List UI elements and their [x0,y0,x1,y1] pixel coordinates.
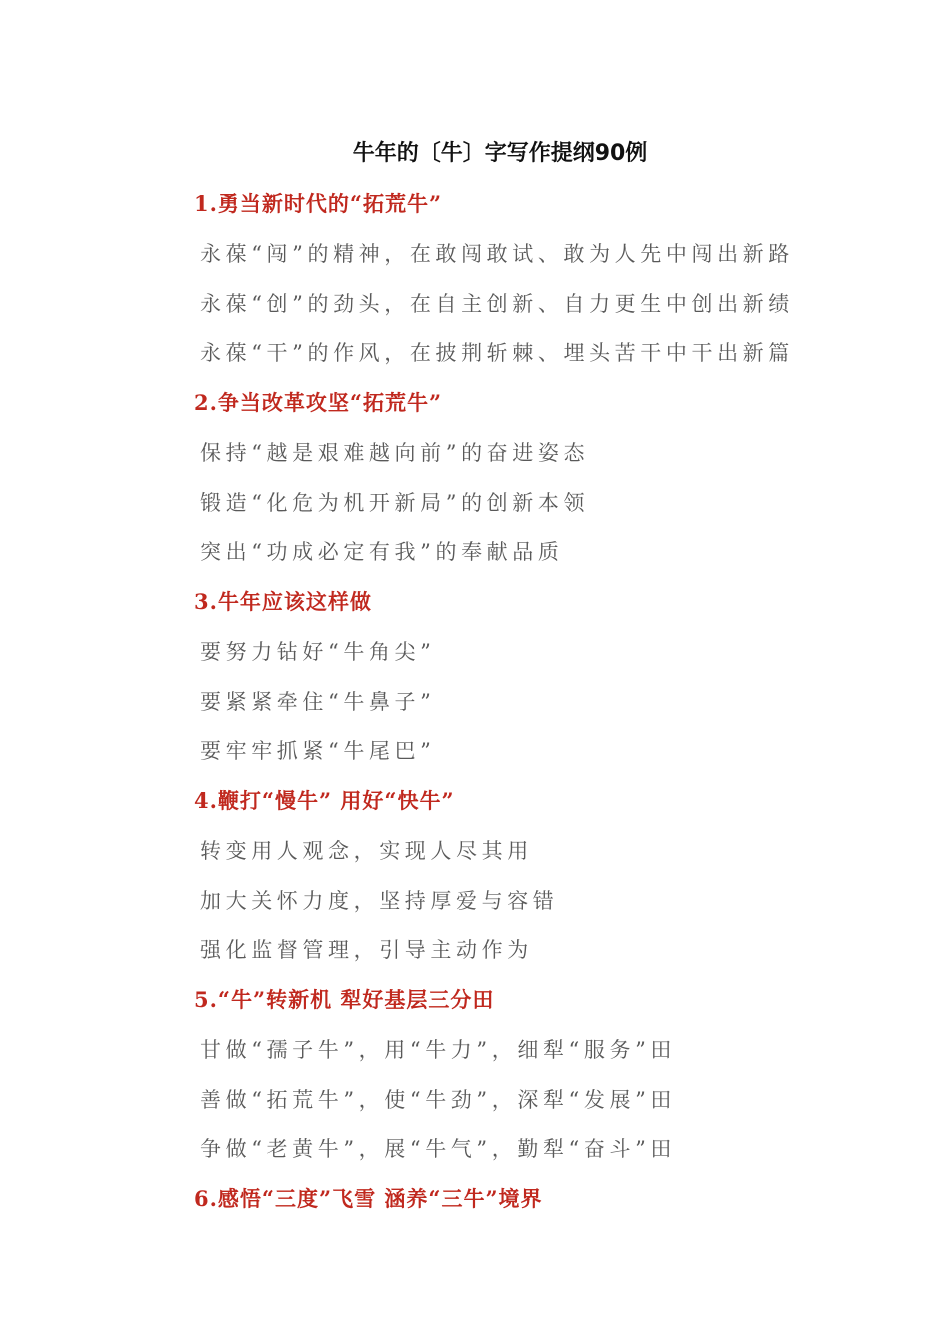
section-2-line-1: 保持“越是艰难越向前”的奋进姿态 [200,441,590,465]
section-4-line-1: 转变用人观念，实现人尽其用 [200,839,533,863]
section-1-line-2: 永葆“创”的劲头，在自主创新、自力更生中创出新绩 [200,292,794,316]
section-5-line-3: 争做“老黄牛”，展“牛气”，勤犁“奋斗”田 [200,1137,677,1161]
section-3-line-3: 要牢牢抓紧“牛尾巴” [200,739,436,763]
section-heading-4: 4.鞭打“慢牛” 用好“快牛” [194,788,455,813]
section-heading-3: 3.牛年应该这样做 [194,589,372,614]
section-heading-2: 2.争当改革攻坚“拓荒牛” [194,390,443,415]
section-2-line-3: 突出“功成必定有我”的奉献品质 [200,540,564,564]
section-3-line-2: 要紧紧牵住“牛鼻子” [200,690,436,714]
section-5-line-1: 甘做“孺子牛”，用“牛力”，细犁“服务”田 [200,1038,677,1062]
section-2-line-2: 锻造“化危为机开新局”的创新本领 [200,491,590,515]
section-heading-6: 6.感悟“三度”飞雪 涵养“三牛”境界 [194,1186,543,1211]
section-heading-1: 1.勇当新时代的“拓荒牛” [194,191,443,216]
section-heading-5: 5.“牛”转新机 犁好基层三分田 [194,987,495,1012]
section-3-line-1: 要努力钻好“牛角尖” [200,640,436,664]
section-1-line-3: 永葆“干”的作风，在披荆斩棘、埋头苦干中干出新篇 [200,341,794,365]
section-5-line-2: 善做“拓荒牛”，使“牛劲”，深犁“发展”田 [200,1088,677,1112]
document-title: 牛年的〔牛〕字写作提纲90例 [352,141,648,166]
section-1-line-1: 永葆“闯”的精神，在敢闯敢试、敢为人先中闯出新路 [200,242,794,266]
section-4-line-3: 强化监督管理，引导主动作为 [200,938,533,962]
section-4-line-2: 加大关怀力度，坚持厚爱与容错 [200,889,559,913]
